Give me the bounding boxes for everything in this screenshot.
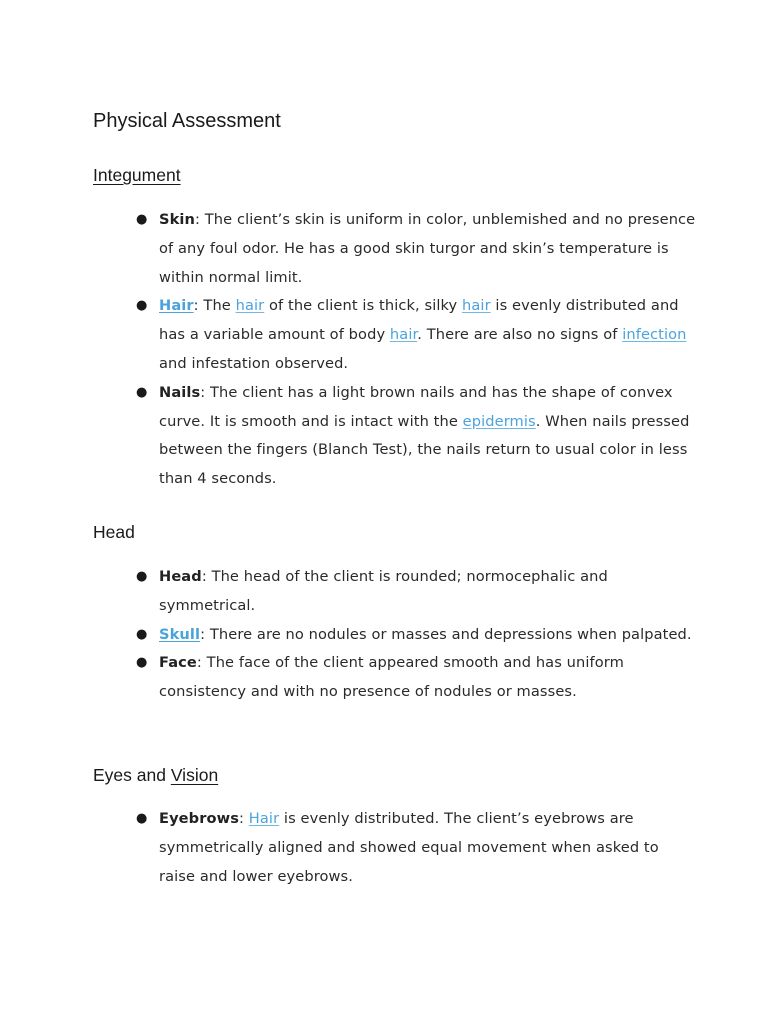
eyes-list — [136, 805, 696, 891]
hair-text-3: is evenly distributed and has a variable amount of body — [159, 297, 679, 344]
list-item-head — [136, 563, 696, 621]
bullet-icon: ● — [136, 626, 148, 642]
term-nails: Nails — [159, 383, 201, 401]
nails-text-1: : The client has a light brown nails and has the shape of convex curve. It is smooth and is intact with the — [159, 383, 673, 430]
list-item-skull — [136, 621, 696, 650]
epidermis-link[interactable]: epidermis — [462, 412, 536, 430]
eyes-heading-prefix: Eyes and — [93, 765, 171, 785]
page-title: Physical Assessment — [93, 110, 281, 132]
hair-text-5: and infestation observed. — [159, 354, 349, 372]
head-list — [136, 563, 696, 707]
list-item-eyebrows — [136, 805, 696, 891]
nails-text-2: . When nails pressed between the fingers (Blanch Test), the nails return to usual color in less than 4 seconds. — [159, 412, 690, 488]
list-item-hair — [136, 292, 696, 378]
term-skin: Skin — [159, 211, 196, 228]
bullet-icon: ● — [136, 655, 148, 671]
hair-text-1: : The — [193, 297, 236, 315]
head-heading: Head — [93, 522, 135, 542]
bullet-icon: ● — [136, 298, 148, 314]
face-text: : The face of the client appeared smooth and has uniform consistency and with no presence of nodules or masses. — [159, 654, 624, 701]
hair-link-3[interactable]: hair — [389, 326, 418, 344]
bullet-icon: ● — [136, 569, 148, 584]
eyebrows-hair-link[interactable]: Hair — [248, 810, 280, 827]
eyebrows-text-2: is evenly distributed. The client’s eyebrows are symmetrically aligned and showed equal movement when asked to raise and lower eyebrows. — [159, 810, 659, 885]
term-eyebrows: Eyebrows — [159, 810, 240, 827]
list-item-skin — [136, 206, 696, 292]
infection-link[interactable]: infection — [622, 326, 687, 344]
bullet-icon: ● — [136, 384, 148, 400]
bullet-icon: ● — [136, 811, 148, 826]
skin-text: : The client’s skin is uniform in color, unblemished and no presence of any foul odor. He has a good skin turgor and skin’s temperature is within normal limit. — [159, 211, 696, 286]
term-face: Face — [159, 654, 197, 672]
bullet-icon: ● — [136, 212, 148, 227]
eyebrows-text-1: : — [239, 810, 249, 827]
integument-list — [136, 206, 696, 494]
term-skull-link[interactable]: Skull — [159, 625, 201, 643]
hair-text-2: of the client is thick, silky — [264, 297, 463, 315]
skull-text: : There are no nodules or masses and depressions when palpated. — [200, 625, 692, 643]
integument-heading[interactable]: Integument — [93, 165, 181, 185]
eyes-vision-heading — [93, 765, 218, 786]
hair-link-2[interactable]: hair — [462, 297, 491, 315]
list-item-face — [136, 649, 696, 707]
term-hair-link[interactable]: Hair — [159, 297, 194, 315]
head-text: : The head of the client is rounded; normocephalic and symmetrical. — [159, 568, 608, 614]
vision-link[interactable]: Vision — [170, 765, 219, 785]
hair-text-4: . There are also no signs of — [417, 326, 623, 344]
list-item-nails — [136, 379, 696, 494]
hair-link-1[interactable]: hair — [235, 297, 265, 315]
term-head: Head — [159, 568, 202, 585]
